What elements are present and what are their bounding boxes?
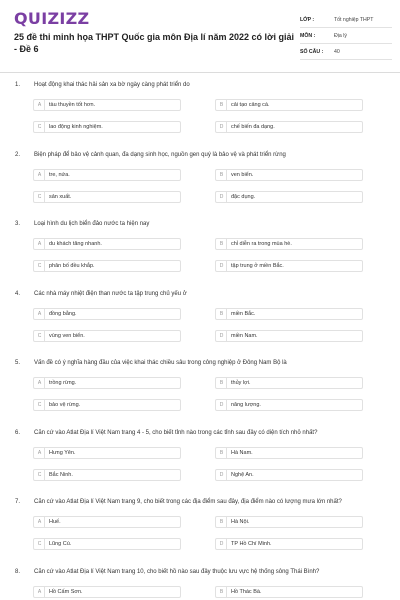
question-text: Căn cứ vào Atlat Địa lí Việt Nam trang 9, cho biết trong các địa điểm sau đây, địa điểm nào có lượng mưa lớn nhất? <box>34 499 342 505</box>
option-a[interactable] <box>33 308 181 320</box>
option-letter: B <box>217 170 227 180</box>
option-text: tàu thuyền tốt hơn. <box>49 102 96 108</box>
question-8 <box>0 565 400 600</box>
option-d[interactable] <box>215 330 363 342</box>
option-text: phân bố đều khắp. <box>49 263 95 269</box>
option-text: đồng bằng. <box>49 310 77 317</box>
meta-subject-row <box>300 28 392 44</box>
option-letter: C <box>35 400 45 410</box>
option-c[interactable] <box>33 469 181 481</box>
option-d[interactable] <box>215 399 363 411</box>
option-text: trồng rừng. <box>49 380 77 386</box>
option-letter: B <box>217 517 227 527</box>
option-d[interactable] <box>215 538 363 550</box>
option-b[interactable] <box>215 516 363 528</box>
option-a[interactable] <box>33 447 181 459</box>
option-letter: A <box>35 378 45 388</box>
question-number: 8. <box>15 568 21 575</box>
option-text: bảo vệ rừng. <box>49 402 81 408</box>
option-text: TP Hồ Chí Minh. <box>231 541 272 547</box>
option-text: năng lượng. <box>231 402 261 408</box>
question-number: 6. <box>15 429 21 436</box>
option-letter: A <box>35 517 45 527</box>
option-text: cải tạo cảng cá. <box>231 102 270 108</box>
option-letter: B <box>217 378 227 388</box>
option-letter: B <box>217 239 227 249</box>
option-b[interactable] <box>215 447 363 459</box>
option-letter: B <box>217 448 227 458</box>
option-a[interactable] <box>33 169 181 181</box>
option-text: đặc dụng. <box>231 193 256 200</box>
option-letter: D <box>217 331 227 341</box>
meta-subject-value: Địa lý <box>334 32 347 39</box>
question-4 <box>0 287 400 357</box>
option-c[interactable] <box>33 330 181 342</box>
option-a[interactable] <box>33 99 181 111</box>
question-number: 7. <box>15 499 21 505</box>
option-text: tre, nứa. <box>49 171 70 178</box>
option-c[interactable] <box>33 121 181 133</box>
question-number: 4. <box>15 290 21 297</box>
option-letter: A <box>35 587 45 597</box>
option-b[interactable] <box>215 308 363 320</box>
option-letter: A <box>35 239 45 249</box>
meta-count-label: SỐ CÂU : <box>300 48 324 55</box>
option-text: Nghệ An. <box>231 471 254 478</box>
option-letter: C <box>35 261 45 271</box>
option-a[interactable] <box>33 238 181 250</box>
header-divider <box>0 72 400 73</box>
meta-class-row <box>300 12 392 28</box>
question-text: Căn cứ vào Atlat Địa lí Việt Nam trang 10, cho biết hồ nào sau đây thuộc lưu vực hệ thống sông Thái Bình? <box>34 568 320 575</box>
question-1 <box>0 78 400 148</box>
option-a[interactable] <box>33 377 181 389</box>
option-letter: A <box>35 170 45 180</box>
option-d[interactable] <box>215 260 363 272</box>
quizizz-logo: QUIZIZZ <box>14 9 90 28</box>
option-letter: B <box>217 309 227 319</box>
option-c[interactable] <box>33 191 181 203</box>
question-number: 1. <box>15 82 21 88</box>
question-number: 5. <box>15 360 21 366</box>
option-d[interactable] <box>215 191 363 203</box>
option-a[interactable] <box>33 586 181 598</box>
option-letter: D <box>217 261 227 271</box>
option-text: chỉ diễn ra trong mùa hè. <box>231 241 292 247</box>
option-letter: D <box>217 539 227 549</box>
question-3 <box>0 217 400 287</box>
option-letter: D <box>217 192 227 202</box>
option-text: Lũng Cú. <box>49 541 72 547</box>
option-letter: A <box>35 309 45 319</box>
option-c[interactable] <box>33 538 181 550</box>
question-list <box>0 78 400 600</box>
meta-class-label: LỚP : <box>300 16 315 23</box>
option-b[interactable] <box>215 586 363 598</box>
option-letter: C <box>35 470 45 480</box>
option-c[interactable] <box>33 260 181 272</box>
option-text: du khách tăng nhanh. <box>49 241 102 247</box>
question-2 <box>0 148 400 218</box>
option-letter: B <box>217 100 227 110</box>
page-header <box>0 0 400 66</box>
question-7 <box>0 495 400 565</box>
option-letter: D <box>217 470 227 480</box>
option-text: Hưng Yên. <box>49 449 76 456</box>
option-text: vùng ven biển. <box>49 332 85 339</box>
option-letter: C <box>35 539 45 549</box>
option-text: tập trung ở miền Bắc. <box>231 263 284 269</box>
option-b[interactable] <box>215 377 363 389</box>
option-text: chế biến đa dạng. <box>231 124 275 130</box>
option-text: Hà Nam. <box>231 449 253 456</box>
option-b[interactable] <box>215 238 363 250</box>
meta-count-value: 40 <box>334 48 340 55</box>
option-text: Hồ Cấm Sơn. <box>49 588 83 595</box>
option-letter: B <box>217 587 227 597</box>
question-text: Các nhà máy nhiệt điện than nước ta tập trung chủ yếu ở <box>34 290 187 297</box>
option-c[interactable] <box>33 399 181 411</box>
option-text: Hà Nội. <box>231 519 250 525</box>
question-text: Hoạt động khai thác hải sản xa bờ ngày càng phát triển do <box>34 82 190 88</box>
question-number: 2. <box>15 151 21 158</box>
option-text: miền Bắc. <box>231 310 256 317</box>
option-a[interactable] <box>33 516 181 528</box>
question-text: Căn cứ vào Atlat Địa lí Việt Nam trang 4 - 5, cho biết tỉnh nào trong các tỉnh sau đây có diện tích nhỏ nhất? <box>34 429 318 436</box>
option-d[interactable] <box>215 469 363 481</box>
worksheet-meta <box>300 12 392 60</box>
option-d[interactable] <box>215 121 363 133</box>
option-letter: C <box>35 122 45 132</box>
question-text: Vấn đề có ý nghĩa hàng đầu của việc khai thác chiều sâu trong công nghiệp ở Đông Nam Bộ là <box>34 360 287 366</box>
option-b[interactable] <box>215 99 363 111</box>
question-text: Loại hình du lịch biển đảo nước ta hiện nay <box>34 221 150 227</box>
option-letter: D <box>217 122 227 132</box>
meta-count-row <box>300 44 392 60</box>
option-text: sản xuất. <box>49 193 72 200</box>
option-letter: C <box>35 192 45 202</box>
meta-class-value: Tốt nghiệp THPT <box>334 16 374 23</box>
option-letter: C <box>35 331 45 341</box>
option-letter: A <box>35 448 45 458</box>
option-letter: A <box>35 100 45 110</box>
option-text: miền Nam. <box>231 332 258 339</box>
option-text: thủy lợi. <box>231 380 251 386</box>
option-text: Hồ Thác Bà. <box>231 588 262 595</box>
worksheet-title: 25 đề thi minh họa THPT Quốc gia môn Địa lí năm 2022 có lời giải - Đề 6 <box>14 32 294 54</box>
option-text: lao động kinh nghiệm. <box>49 124 103 130</box>
question-number: 3. <box>15 221 21 227</box>
question-text: Biện pháp để bảo vệ cảnh quan, đa dạng sinh học, nguồn gen quý là bảo vệ và phát triển rừng <box>34 151 286 158</box>
question-5 <box>0 356 400 426</box>
option-b[interactable] <box>215 169 363 181</box>
option-letter: D <box>217 400 227 410</box>
meta-subject-label: MÔN : <box>300 32 316 39</box>
option-text: Huế. <box>49 519 61 525</box>
option-text: Bắc Ninh. <box>49 471 73 478</box>
question-6 <box>0 426 400 496</box>
option-text: ven biển. <box>231 171 254 178</box>
